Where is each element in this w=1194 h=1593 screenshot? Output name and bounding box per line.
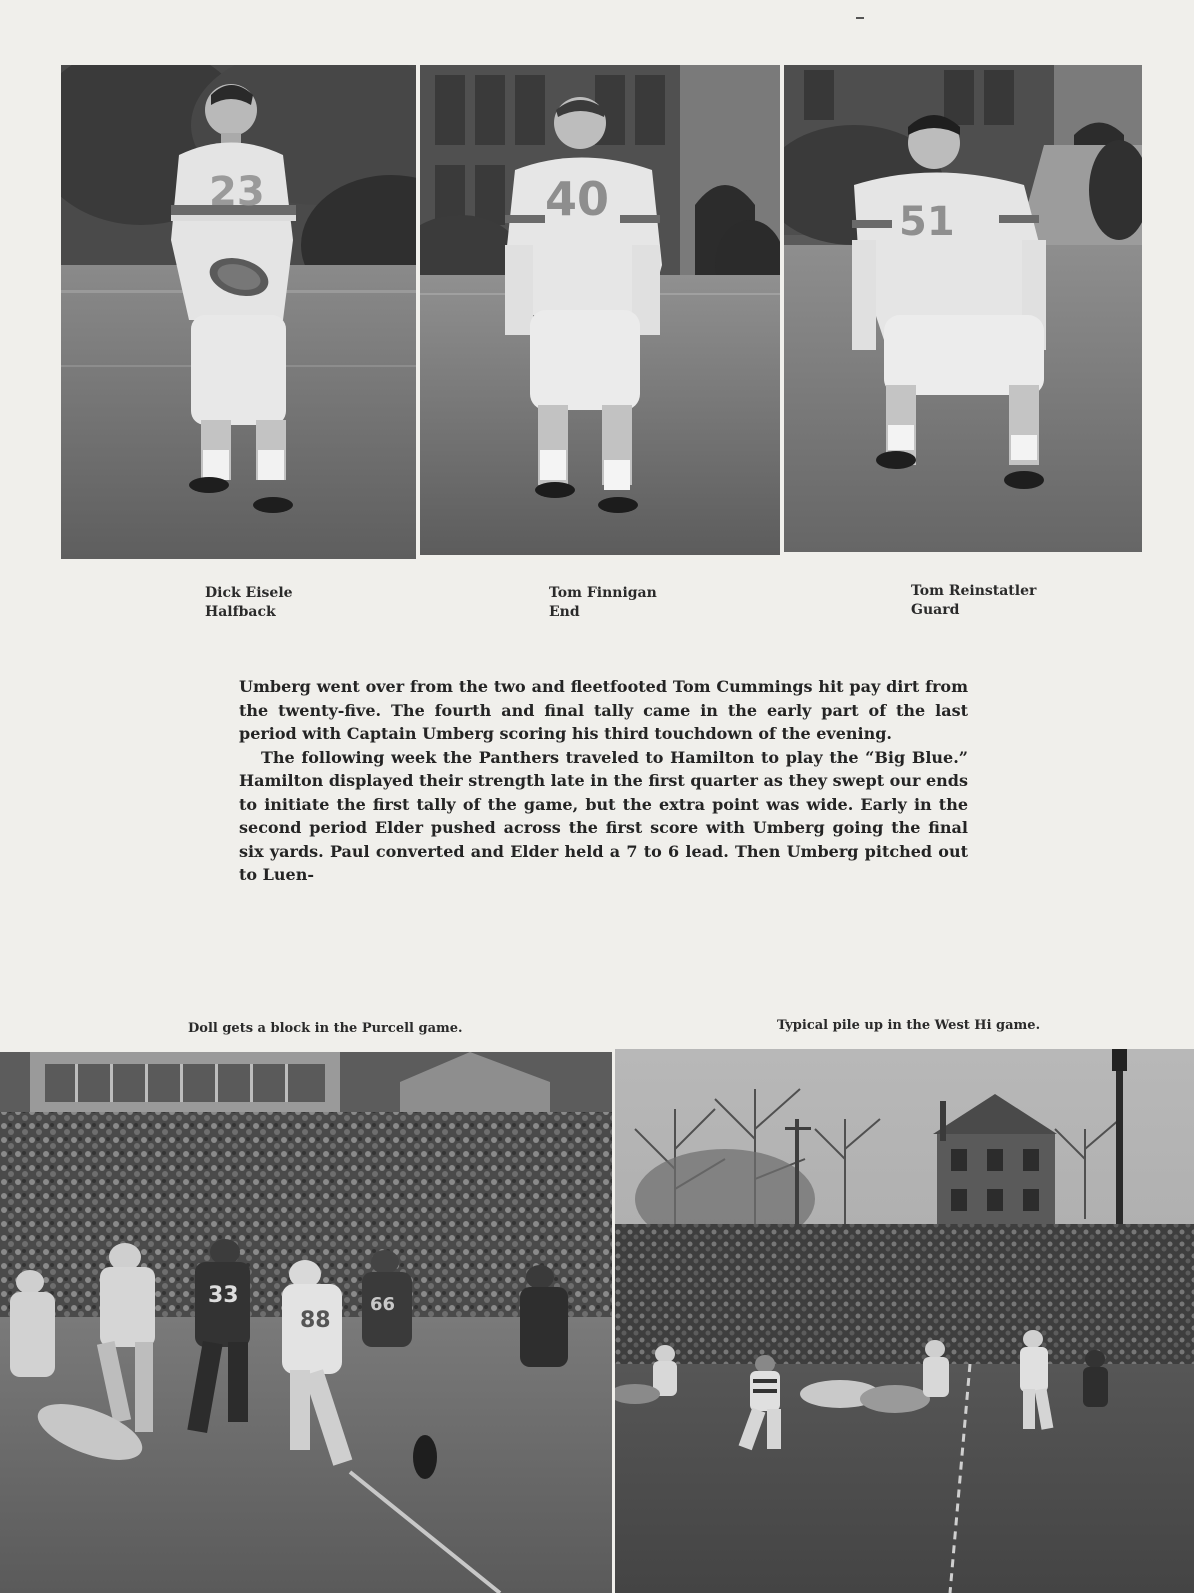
player-position: End bbox=[549, 604, 580, 620]
player-position: Guard bbox=[911, 602, 960, 618]
jersey-number-51: 51 bbox=[899, 199, 955, 245]
caption-west-hi-game: Typical pile up in the West Hi game. bbox=[777, 1018, 1041, 1033]
action-photo-west-hi-game bbox=[615, 1049, 1194, 1593]
caption-tom-reinstatler bbox=[911, 582, 1036, 620]
portrait-photo-dick-eisele bbox=[61, 65, 416, 559]
caption-tom-finnigan bbox=[549, 584, 657, 622]
jersey-number-40: 40 bbox=[545, 172, 610, 226]
caption-purcell-game: Doll gets a block in the Purcell game. bbox=[188, 1021, 463, 1036]
action-photo-purcell-game bbox=[0, 1052, 612, 1593]
player-name: Tom Finnigan bbox=[549, 585, 657, 601]
story-paragraph-1: Umberg went over from the two and fleetfooted Tom Cummings hit pay dirt from the twenty-five. The fourth and final tally came in the early part of the last period with Captain Umberg scoring his third touchdown of the evening. bbox=[239, 677, 968, 743]
caption-dick-eisele bbox=[205, 584, 293, 622]
jersey-number-23: 23 bbox=[209, 169, 265, 215]
portrait-photo-tom-finnigan bbox=[420, 65, 780, 555]
jersey-number-33: 33 bbox=[208, 1283, 239, 1308]
player-position: Halfback bbox=[205, 604, 276, 620]
portrait-photo-tom-reinstatler bbox=[784, 65, 1142, 552]
story-text bbox=[239, 675, 968, 887]
player-name: Tom Reinstatler bbox=[911, 583, 1037, 599]
story-paragraph-2: The following week the Panthers traveled to Hamilton to play the “Big Blue.” Hamilton displayed their strength late in the first quarter as they swept our ends to initiate the first tally of the game, but the extra point was wide. Early in the second period Elder pushed across the first score with Umberg going the final six yards. Paul converted and Elder held a 7 to 6 lead. Then Umberg pitched out to Luen- bbox=[239, 747, 968, 884]
jersey-number-88: 88 bbox=[300, 1308, 331, 1333]
jersey-number-66: 66 bbox=[370, 1294, 396, 1315]
page-mark bbox=[856, 17, 864, 19]
player-name: Dick Eisele bbox=[205, 585, 293, 601]
